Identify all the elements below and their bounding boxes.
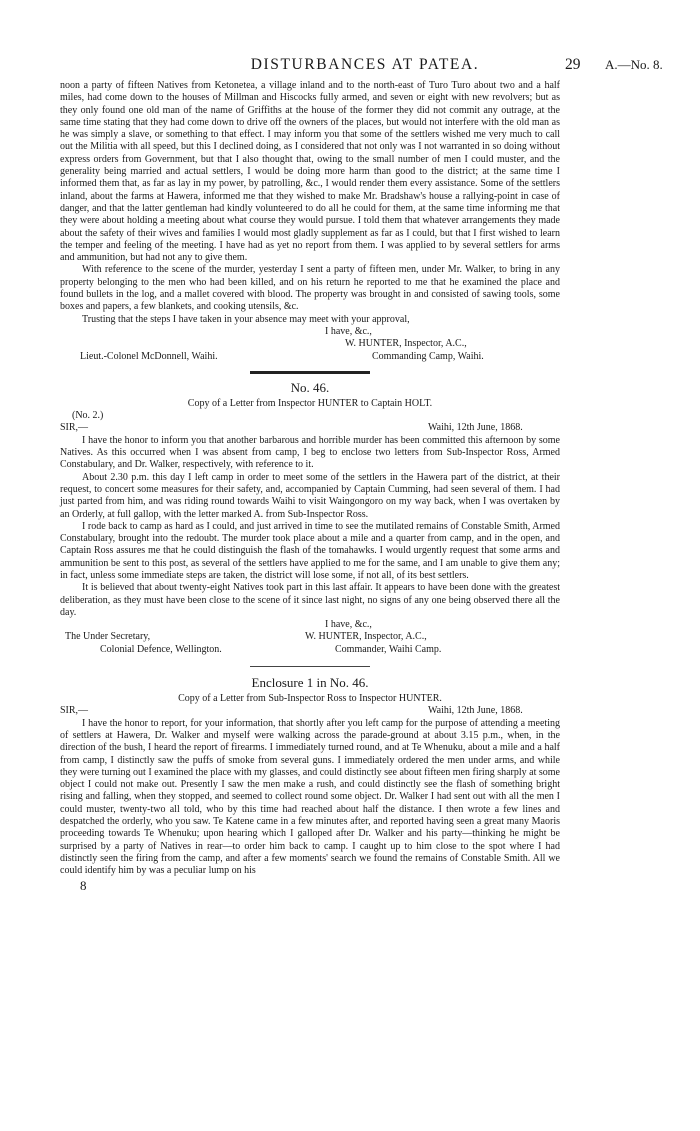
signature: W. HUNTER, Inspector, A.C., xyxy=(305,631,427,643)
paragraph: With reference to the scene of the murder, yesterday I sent a party of fifteen men, under Mr. Walker, to bring in any property belonging to the men who had been killed, and on his return he reported to me that he examined the place and found bullets in the log, and a mallet covered with blood. The property was brought in and consisted of sawing tools, some boxes and papers, a few blankets, and cooking utensils, &c. xyxy=(60,264,560,313)
addressee: Lieut.-Colonel McDonnell, Waihi. xyxy=(80,350,218,362)
enclosure-heading: Enclosure 1 in No. 46. xyxy=(251,675,369,691)
signature-title: Commander, Waihi Camp. xyxy=(335,643,442,655)
page-body xyxy=(60,80,560,892)
signature-mark: 8 xyxy=(80,877,87,893)
salutation: SIR,— xyxy=(60,422,89,434)
signature: W. HUNTER, Inspector, A.C., xyxy=(345,338,467,350)
paragraph: noon a party of fifteen Natives from Ketonetea, a village inland and to the north-east of Turo Turo about two and a half miles, had come down to the houses of Millman and Hiscocks fully armed, and seven or eight with new revolvers; but as they only found one old man of the name of Griffiths at the house of the former they did not commit any outrage, at the same time stating that they had come down to drive off the owners of the places, but would not interfere with the old man as he was simply a slave, or something to that effect. I may inform you that some of the settlers wished me very much to call out the Militia with all speed, but this I declined doing, as I considered that not only was I not warranted in so doing without express orders from Government, but that I also thought that, owing to the small number of men I could muster, and the generality being married and actual settlers, I would be doing more harm than good to the district; at the same time I informed them that, as far as lay in my power, by patrolling, &c., I would render them every assistance. Some of the settlers inland, about the farms at Hawera, informed me that they wished to make Mr. Bradshaw's house a rallying-point in case of danger, and that the latter gentleman had kindly volunteered to do all he could for them, at the same time informing me that they were about holding a meeting about what course they would pursue. I told them that whatever arrangements they made about the safety of their wives and families I would most gladly supplement as far as I could, but that I first wished to learn the temper and feeling of the meeting. I have had as yet no report from them. I was applied to by several settlers for arms and ammunition, but had not any to give them. xyxy=(60,80,560,264)
closing: I have, &c., xyxy=(325,619,372,631)
paragraph: I rode back to camp as hard as I could, and just arrived in time to see the mutilated remains of Constable Smith, Armed Constabulary, brought into the redoubt. The murder took place about a mile and a quarter from camp, and in the open, and Captain Ross assures me that he could distinguish the flash of the tomahawks. I would urgently request that some arms and ammunition be sent to this post, as several of the settlers have applied to me for the same, and I am unable to give them any; in fact, unless some immediate steps are taken, the district will lose some, if not all, of its best settlers. xyxy=(60,520,560,581)
sub-number: (No. 2.) xyxy=(72,410,104,422)
paragraph: I have the honor to inform you that another barbarous and horrible murder has been committed this afternoon by some Natives. As this occurred when I was absent from camp, I beg to enclose two letters from Sub-Inspector Ross, Armed Constabulary, and Dr. Walker, respectively, with reference to it. xyxy=(60,434,560,471)
paragraph: I have the honor to report, for your information, that shortly after you left camp for the purpose of attending a meeting of settlers at Hawera, Dr. Walker and myself were walking across the parade-ground at about 3.15 p.m., when, in the direction of the bush, I heard the report of firearms. I immediately turned round, and at Te Whenuku, about a mile and a half from camp, I distinctly saw the puffs of smoke from several guns. I immediately ordered the men under arms, and while they were turning out I examined the place with my glasses, and could distinctly see about fifteen men firing sharply at some object I could not make out. Presently I saw the men make a rush, and could distinctly see the flash of something bright rising and falling, when they stopped, and seemed to collect round some object. Dr. Walker I had sent out with all the men I could muster, twenty-two all told, who by this time had reached about half the distance. I then wrote a few lines and despatched the orderly, who you saw. Te Katene came in a few minutes after, and reported having seen a great many Maoris proceeding towards Te Whenuku; upon hearing which I galloped after Dr. Walker and his party—thinking he might be surprised by a party of Natives in rear—to order him back to camp. I caught up to him close to the spot where I had distinctly seen the firing from the camp, and after a few moments' search we found the remains of Constable Smith. All we could identify him by was a peculiar lump on his xyxy=(60,717,560,877)
section-divider xyxy=(250,666,370,667)
paragraph: It is believed that about twenty-eight Natives took part in this last affair. It appears to have been done with the greatest deliberation, as they must have been close to the scene of it since last night, no signs of any one being observed there all the day. xyxy=(60,582,560,618)
paragraph: Trusting that the steps I have taken in your absence may meet with your approval, xyxy=(82,313,410,325)
signature-title: Commanding Camp, Waihi. xyxy=(372,350,484,362)
closing: I have, &c., xyxy=(325,325,372,337)
page-header xyxy=(60,56,670,76)
enclosure-1 xyxy=(60,675,560,877)
document-number: No. 46. xyxy=(290,379,330,395)
letter-caption: Copy of a Letter from Inspector HUNTER to Captain HOLT. xyxy=(187,397,433,409)
addressee: The Under Secretary, xyxy=(65,631,151,643)
page-number: 29 xyxy=(565,56,581,73)
place-date: Waihi, 12th June, 1868. xyxy=(428,422,523,434)
section-divider xyxy=(250,371,370,374)
paper-reference: A.—No. 8. xyxy=(605,57,663,72)
letter-caption: Copy of a Letter from Sub-Inspector Ross to Inspector HUNTER. xyxy=(178,693,442,705)
running-title: DISTURBANCES AT PATEA. xyxy=(250,56,480,73)
place-date: Waihi, 12th June, 1868. xyxy=(428,705,523,717)
addressee-location: Colonial Defence, Wellington. xyxy=(100,643,222,655)
paragraph: About 2.30 p.m. this day I left camp in order to meet some of the settlers in the Hawera part of the district, at their request, to concert some measures for their safety, and, accompanied by Captain Cumming, had seen several of them. I had just parted from him, and was riding round towards Waihi to visit Waingongoro on my way back, when I was overtaken by an Orderly, at full gallop, with the letter marked A. from Sub-Inspector Ross. xyxy=(60,471,560,520)
letter-no-46 xyxy=(60,380,560,656)
letter-continued xyxy=(60,80,560,363)
salutation: SIR,— xyxy=(60,705,89,717)
